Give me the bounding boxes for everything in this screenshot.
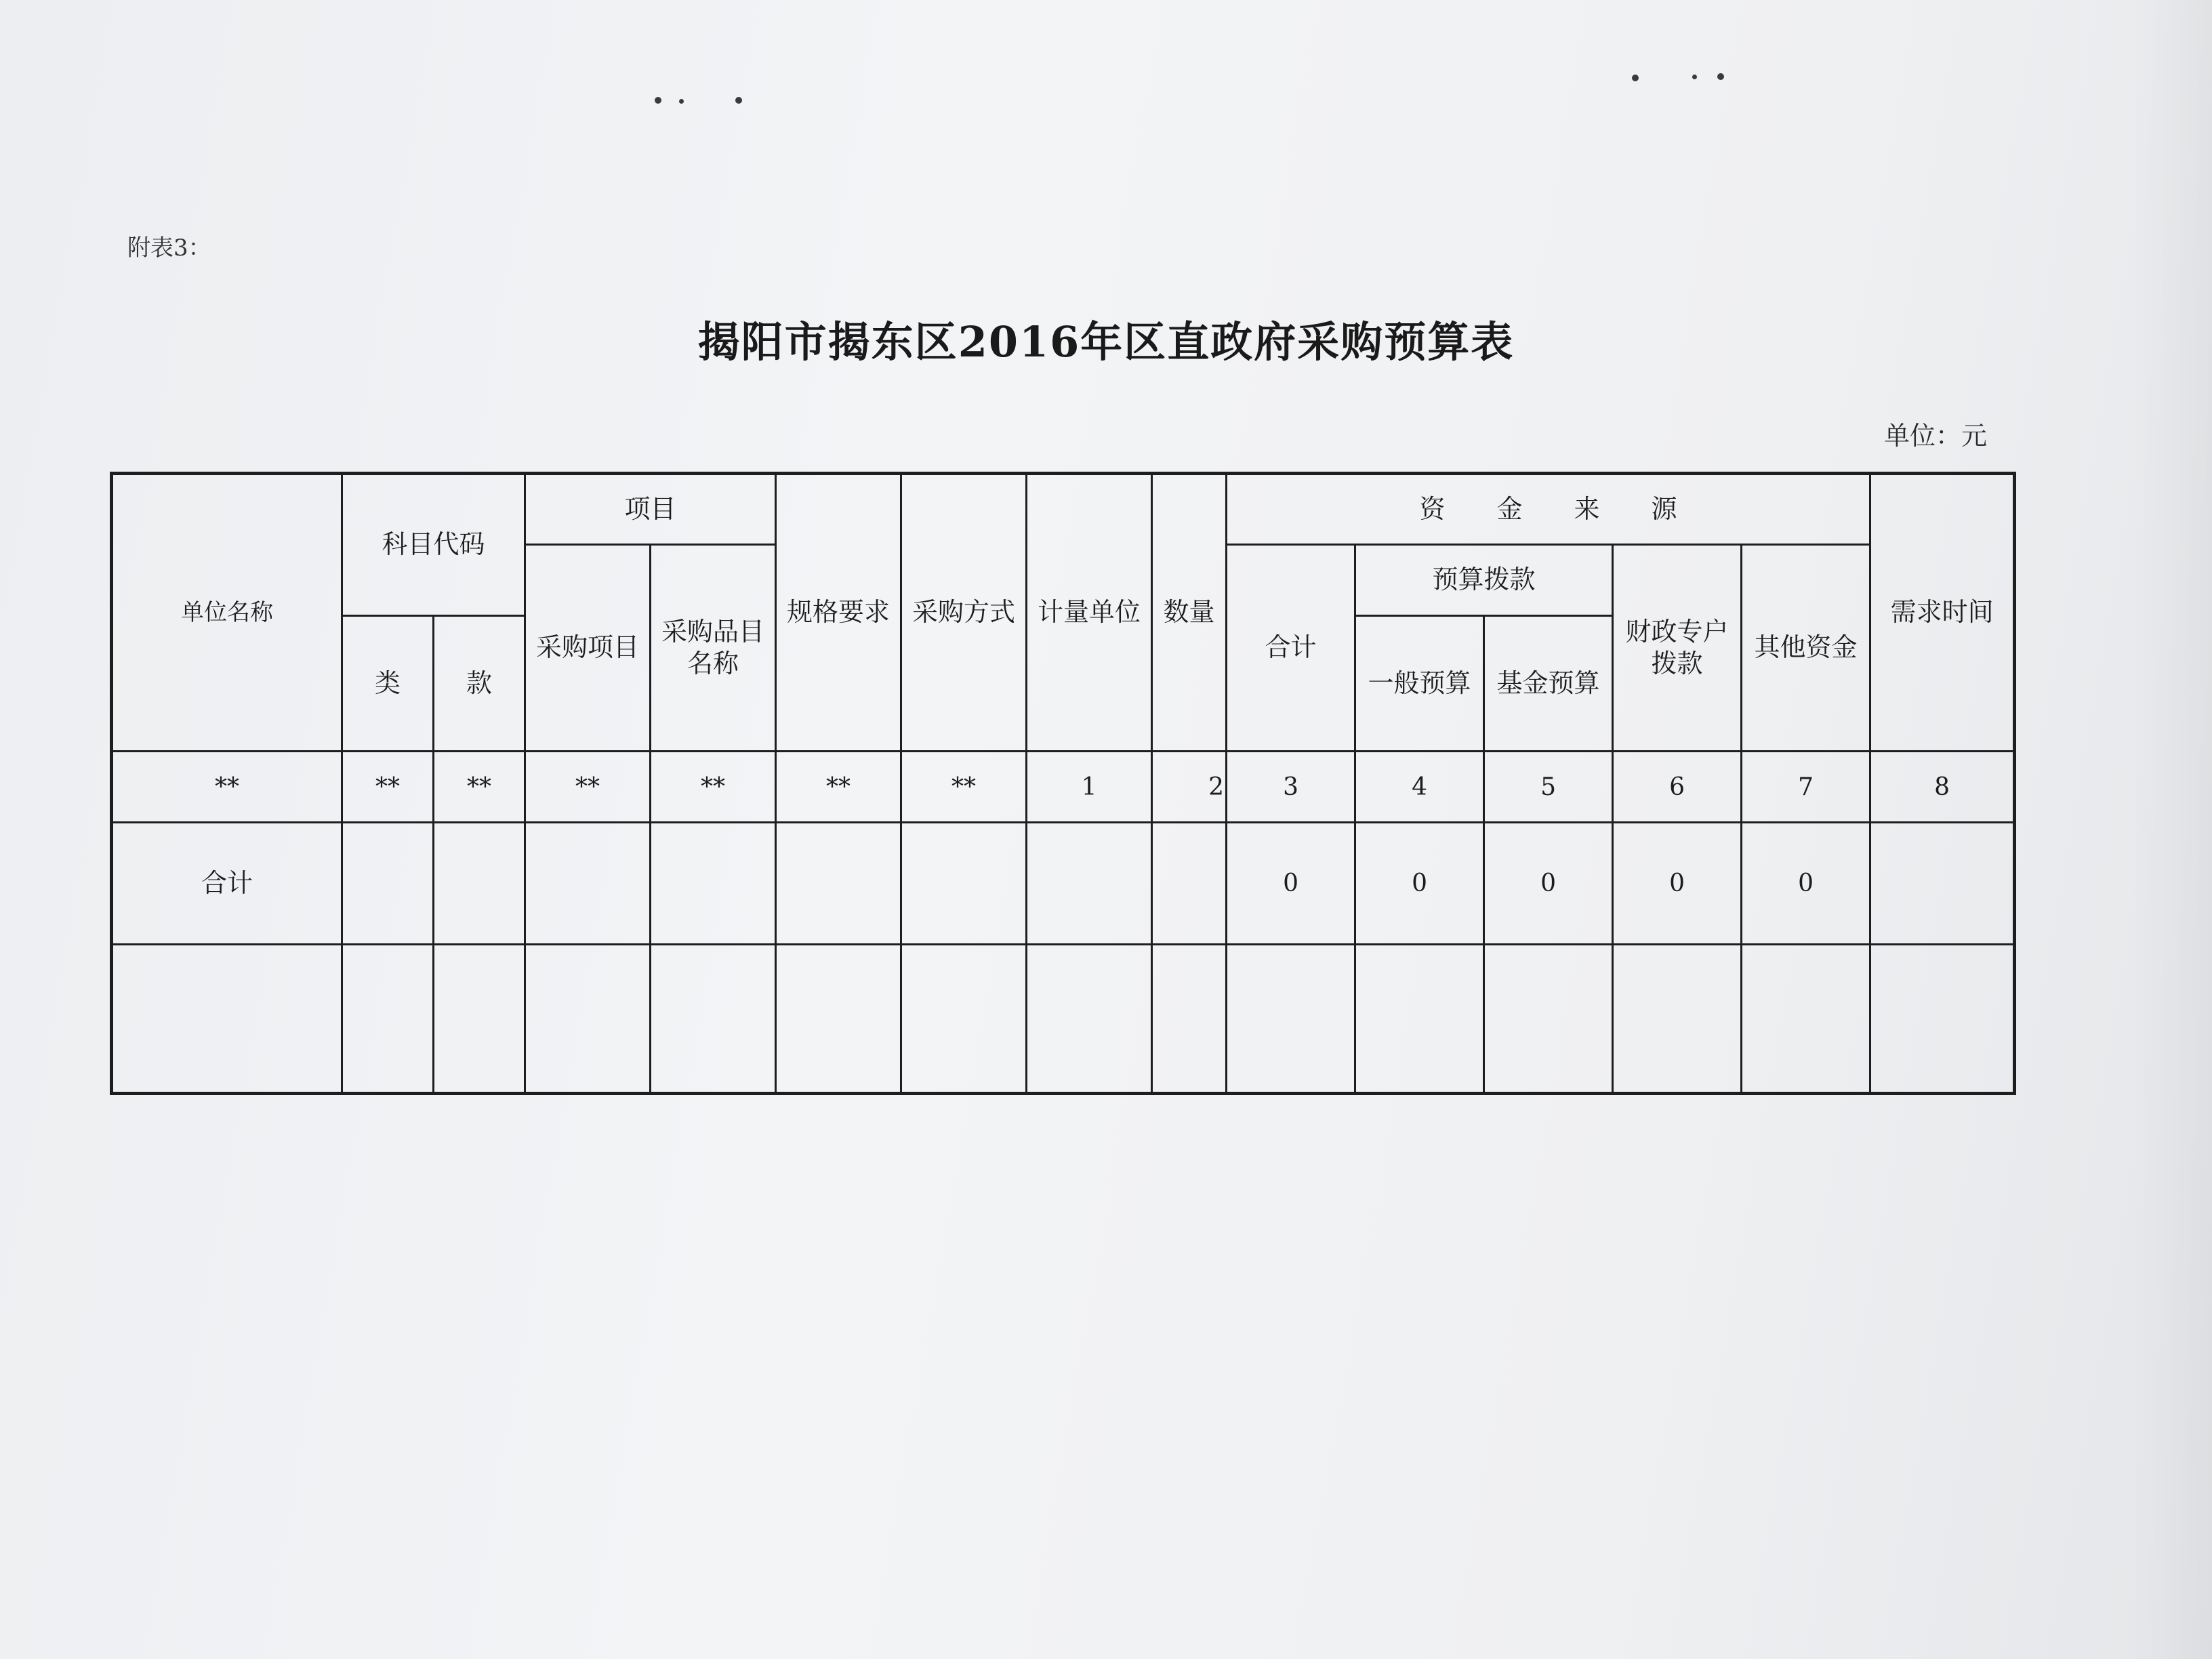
index-cell: 2 xyxy=(1152,752,1227,823)
index-cell: 3 xyxy=(1227,752,1355,823)
blank-cell xyxy=(434,945,525,1094)
punch-hole-left-3 xyxy=(735,97,742,104)
index-cell: 8 xyxy=(1870,752,2015,823)
total-cell xyxy=(1152,823,1227,945)
header-demand-time: 需求时间 xyxy=(1870,474,2015,752)
header-row-1 xyxy=(112,474,2015,545)
total-fiscal-special: 0 xyxy=(1613,823,1742,945)
blank-cell xyxy=(1484,945,1613,1094)
index-cell: 4 xyxy=(1355,752,1484,823)
blank-cell xyxy=(342,945,434,1094)
index-cell: ** xyxy=(901,752,1027,823)
blank-cell xyxy=(1355,945,1484,1094)
header-subject-item: 款 xyxy=(434,616,525,752)
header-fund-budget: 基金预算 xyxy=(1484,616,1613,752)
header-fiscal-special: 财政专户拨款 xyxy=(1613,545,1742,752)
total-cell xyxy=(525,823,651,945)
blank-cell xyxy=(776,945,901,1094)
index-cell: ** xyxy=(342,752,434,823)
blank-row xyxy=(112,945,2015,1094)
blank-cell xyxy=(1152,945,1227,1094)
index-cell: 6 xyxy=(1613,752,1742,823)
header-procurement-project: 采购项目 xyxy=(525,545,651,752)
index-row xyxy=(112,752,2015,823)
total-row-label: 合计 xyxy=(112,823,342,945)
blank-cell xyxy=(1027,945,1152,1094)
index-cell: ** xyxy=(112,752,342,823)
index-cell: 1 xyxy=(1027,752,1152,823)
punch-hole-right-1 xyxy=(1632,75,1639,81)
index-cell: ** xyxy=(776,752,901,823)
total-cell xyxy=(342,823,434,945)
blank-cell xyxy=(1613,945,1742,1094)
punch-hole-left-2 xyxy=(679,99,684,104)
header-budget-allocation: 预算拨款 xyxy=(1355,545,1613,616)
blank-cell xyxy=(651,945,776,1094)
total-fund-budget: 0 xyxy=(1484,823,1613,945)
header-unit-name: 单位名称 xyxy=(112,474,342,752)
total-cell xyxy=(901,823,1027,945)
total-row xyxy=(112,823,2015,945)
header-total: 合计 xyxy=(1227,545,1355,752)
header-project: 项目 xyxy=(525,474,776,545)
total-general-budget: 0 xyxy=(1355,823,1484,945)
total-cell xyxy=(1870,823,2015,945)
header-other-funds: 其他资金 xyxy=(1742,545,1870,752)
procurement-budget-table xyxy=(110,472,2016,1095)
unit-note: 单位：元 xyxy=(1884,421,1988,451)
attachment-label: 附表3： xyxy=(127,234,211,262)
index-cell: ** xyxy=(434,752,525,823)
index-cell: 5 xyxy=(1484,752,1613,823)
header-measure-unit: 计量单位 xyxy=(1027,474,1152,752)
header-spec-requirement: 规格要求 xyxy=(776,474,901,752)
blank-cell xyxy=(1227,945,1355,1094)
header-general-budget: 一般预算 xyxy=(1355,616,1484,752)
punch-hole-right-2 xyxy=(1692,75,1697,79)
punch-hole-left-1 xyxy=(655,97,661,104)
blank-cell xyxy=(1742,945,1870,1094)
header-quantity: 数量 xyxy=(1152,474,1227,752)
total-cell xyxy=(651,823,776,945)
blank-cell xyxy=(1870,945,2015,1094)
header-subject-code: 科目代码 xyxy=(342,474,525,616)
punch-hole-right-3 xyxy=(1717,73,1724,80)
total-cell xyxy=(434,823,525,945)
header-subject-class: 类 xyxy=(342,616,434,752)
total-other-funds: 0 xyxy=(1742,823,1870,945)
total-amount: 0 xyxy=(1227,823,1355,945)
index-cell: ** xyxy=(525,752,651,823)
header-procurement-method: 采购方式 xyxy=(901,474,1027,752)
total-cell xyxy=(1027,823,1152,945)
index-cell: 7 xyxy=(1742,752,1870,823)
index-cell: ** xyxy=(651,752,776,823)
header-fund-source: 资 金 来 源 xyxy=(1227,474,1870,545)
page-shadow xyxy=(2131,0,2212,1659)
document-title: 揭阳市揭东区2016年区直政府采购预算表 xyxy=(697,317,1515,367)
blank-cell xyxy=(901,945,1027,1094)
total-cell xyxy=(776,823,901,945)
header-procurement-item-name: 采购品目名称 xyxy=(651,545,776,752)
blank-cell xyxy=(112,945,342,1094)
blank-cell xyxy=(525,945,651,1094)
